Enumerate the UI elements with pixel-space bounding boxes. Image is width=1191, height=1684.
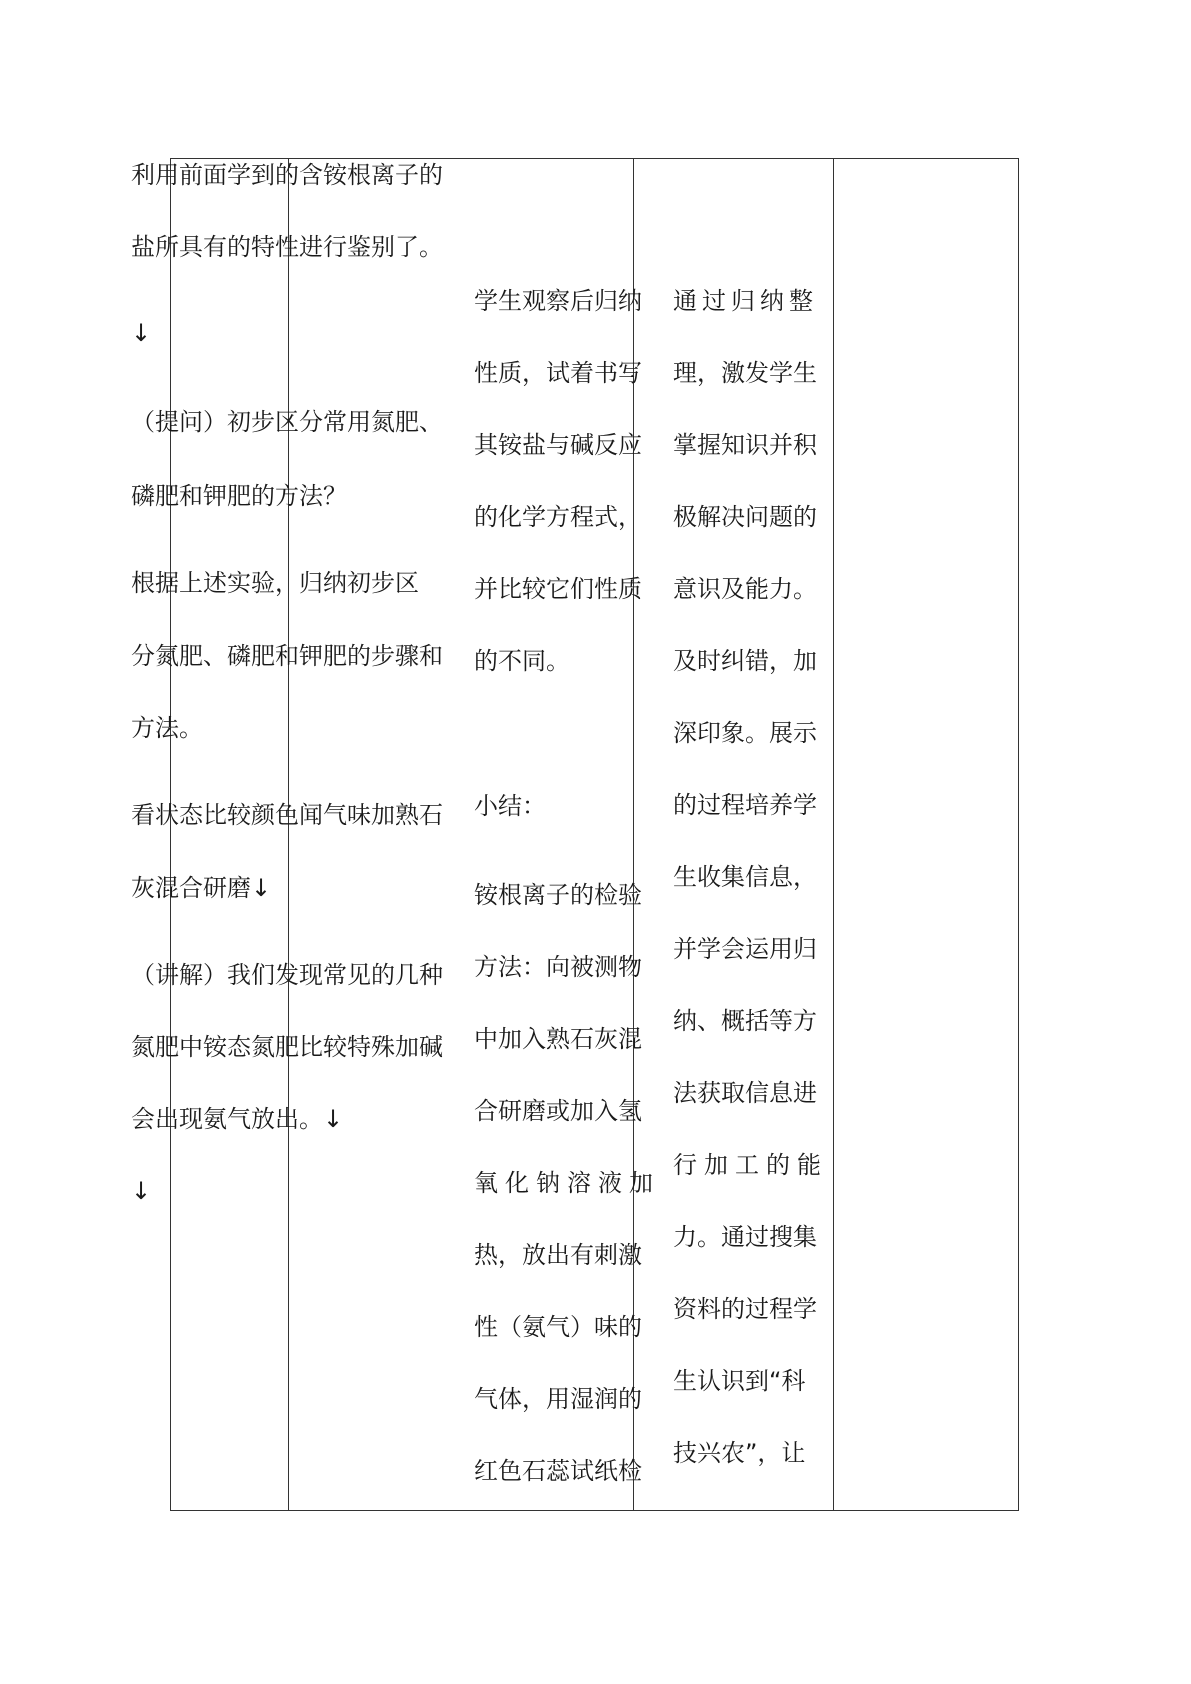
student-text-line: 氧化钠溶液加 xyxy=(474,1169,660,1197)
teacher-text-line: 分氮肥、磷肥和钾肥的步骤和 xyxy=(131,642,443,670)
blank-cell xyxy=(171,159,289,1511)
intent-text-line: 力。通过搜集 xyxy=(673,1223,817,1251)
teacher-text-line: ↓ xyxy=(131,319,152,347)
teacher-text-line: （提问）初步区分常用氮肥、 xyxy=(131,408,443,436)
teacher-text-line: ↓ xyxy=(131,1177,152,1205)
student-text-line: 小结： xyxy=(474,792,546,820)
intent-text-line: 技兴农”，让 xyxy=(673,1439,806,1467)
teacher-text-line: 盐所具有的特性进行鉴别了。 xyxy=(131,233,443,261)
intent-text-line: 极解决问题的 xyxy=(673,503,817,531)
intent-text-line: 的过程培养学 xyxy=(673,791,817,819)
intent-text-line: 通过归纳整 xyxy=(673,287,818,315)
student-text-line: 气体，用湿润的 xyxy=(474,1385,642,1413)
student-text-line: 其铵盐与碱反应 xyxy=(474,431,642,459)
intent-text-line: 掌握知识并积 xyxy=(673,431,817,459)
design-intent-cell xyxy=(834,159,1019,1511)
intent-text-line: 并学会运用归 xyxy=(673,935,817,963)
intent-text-line: 意识及能力。 xyxy=(673,575,817,603)
student-text-line: 铵根离子的检验 xyxy=(474,881,642,909)
teacher-text-line: 会出现氨气放出。↓ xyxy=(131,1105,344,1133)
intent-text-line: 深印象。展示 xyxy=(673,719,817,747)
intent-text-line: 行加工的能 xyxy=(673,1151,828,1179)
teacher-text-line: 磷肥和钾肥的方法？ xyxy=(131,482,347,510)
student-text-line: 中加入熟石灰混 xyxy=(474,1025,642,1053)
student-text-line: 合研磨或加入氢 xyxy=(474,1097,642,1125)
student-text-line: 的化学方程式， xyxy=(474,503,642,531)
intent-text-line: 及时纠错，加 xyxy=(673,647,817,675)
student-text-line: 方法：向被测物 xyxy=(474,953,642,981)
student-text-line: 的不同。 xyxy=(474,647,570,675)
student-text-line: 并比较它们性质 xyxy=(474,575,642,603)
intent-text-line: 生收集信息， xyxy=(673,863,817,891)
student-text-line: 学生观察后归纳 xyxy=(474,287,642,315)
intent-text-line: 法获取信息进 xyxy=(673,1079,817,1107)
intent-text-line: 资料的过程学 xyxy=(673,1295,817,1323)
intent-text-line: 理，激发学生 xyxy=(673,359,817,387)
teacher-text-line: （讲解）我们发现常见的几种 xyxy=(131,961,443,989)
teacher-text-line: 利用前面学到的含铵根离子的 xyxy=(131,161,443,189)
teacher-text-line: 灰混合研磨↓ xyxy=(131,874,272,902)
teacher-text-line: 根据上述实验，归纳初步区 xyxy=(131,569,419,597)
intent-text-line: 生认识到“科 xyxy=(673,1367,806,1395)
teacher-text-line: 氮肥中铵态氮肥比较特殊加碱 xyxy=(131,1033,443,1061)
teacher-text-line: 方法。 xyxy=(131,714,203,742)
student-text-line: 热，放出有刺激 xyxy=(474,1241,642,1269)
intent-text-line: 纳、概括等方 xyxy=(673,1007,817,1035)
student-text-line: 性质，试着书写 xyxy=(474,359,642,387)
teacher-text-line: 看状态比较颜色闻气味加熟石 xyxy=(131,801,443,829)
student-text-line: 红色石蕊试纸检 xyxy=(474,1457,642,1485)
student-text-line: 性（氨气）味的 xyxy=(474,1313,642,1341)
